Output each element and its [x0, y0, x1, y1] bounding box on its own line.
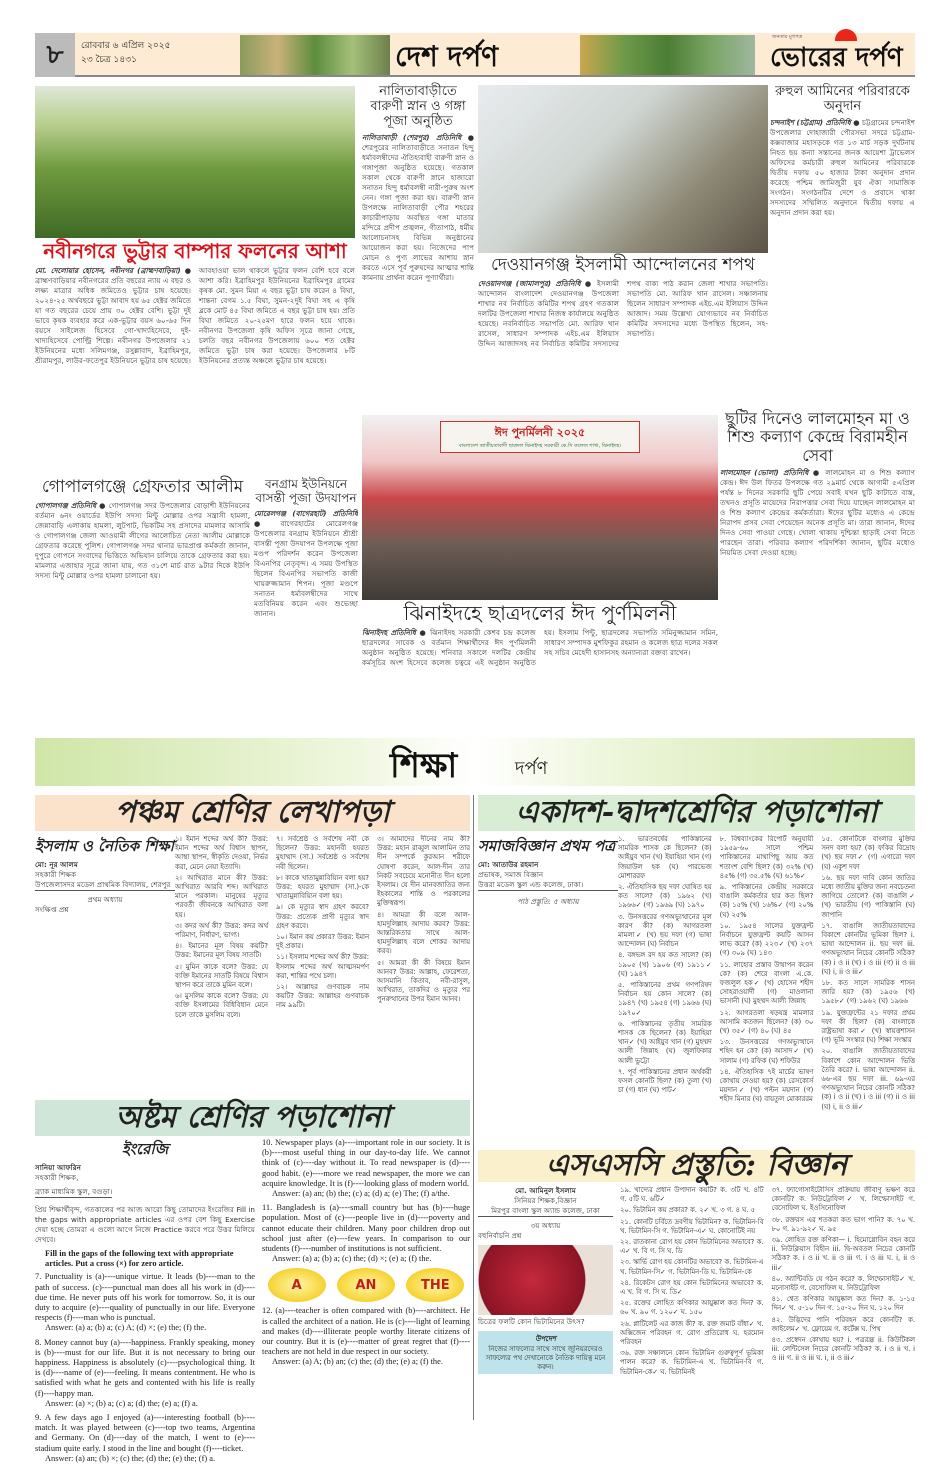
qa-item: ১. ভারতবর্ষের পাকিস্তানের সামরিক শাসক কে ছিলেন? (ক) আইয়ুব খান (খ) ইয়াহিয়া খান (গ) জিয়াউল হক (ঘ) পারভেজ মোশাররফ: [618, 835, 712, 880]
article-badge: THE: [406, 1268, 464, 1302]
article-body: শেরপুরের নালিতাবাড়ীতে সনাতন হিন্দু ধর্মাবলম্বীদের ঐতিহ্যবাহী বারুণী স্নান ও গঙ্গাপূজা অনুষ্ঠিত হয়েছে। গতকাল সকাল থেকে বারুণী স্নানে হাজারো সনাতন হিন্দু ধর্মাবলম্বী নারী-পুরুষ অংশ নেন। গঙ্গা পূজা করা হয়। বারুণী স্নান উপলক্ষে নালিতাবাড়ী পৌর শহরের কাচারীপাড়ায় অবস্থিত গঙ্গা মাতার মন্দিরে প্রদীপ প্রজ্বলন, গীতাপাঠ, ধর্মীয় আলোচনাসহ বিভিন্ন অনুষ্ঠানের আয়োজন করা হয়। নিজেদের পাপ মোচন ও পুণ্য লাভের আশায় স্নান করতে এসে পূর্ব পুরুষদের আত্মার শান্তি কামনায় প্রার্থনা করেন পুণ্যার্থীরা।: [362, 142, 474, 282]
headline-nalitabari: নালিতাবাড়ীতে বারুণী স্নান ও গঙ্গা পূজা অনুষ্ঠিত: [370, 84, 466, 129]
ssc-section: [478, 1186, 915, 1377]
article-badge: A: [268, 1268, 326, 1302]
photo-caption: চিত্রের ফলটি কোন ভিটামিনের উৎস?: [478, 1317, 585, 1326]
exercise-answer: Answer: (a) ×; (b) a; (c) a; (d) the; (e) a; (f) a.: [45, 1398, 198, 1408]
article-body: চট্টগ্রামের চন্দনাইশ উপজেলার দোহাজারী পৌরসভা সদরে চট্টগ্রাম-কক্সবাজার মহাসড়কে গত ১৩ মার্চ সড়ক দুর্ঘটনায় নিহত ছয় কন্যা সন্তানের জনক আয়েশা ট্রাভেলস অফিসের কর্মচারী রুহুল আমিনের পরিবারকে দ্বিতীয় দফায় ৫০ হাজার টাকা অনুদান প্রদান করেছে পশ্চিম জামিজুরী যুব ঐক্য সামাজিক সংগঠন। সংগঠনটির দেশে ও প্রবাসে থাকা সদস্যদের সম্মিলিত অনুদানে দ্বিতীয় দফায় এ অনুদান প্রদান করা হয়।: [770, 117, 915, 217]
page-number: ৮: [35, 33, 75, 77]
class5-band: পঞ্চম শ্রেণির লেখাপড়া: [35, 795, 470, 831]
qa-item: ৩৬. রক্ত সঞ্চালনে কোন ভিটামিন গুরুত্বপূর্ণ ভূমিকা পালন করে? ক. ভিটামিন-এ খ. ভিটামিন-বি গ. ভিটামিন-কে✓ ঘ. ভিটামিনই: [620, 1349, 764, 1376]
class5-section: [35, 835, 470, 1093]
author-role: সিনিয়র শিক্ষক,বিজ্ঞান: [514, 1196, 577, 1205]
article-body: ব্রাহ্মণবাড়িয়ার নবীনগরের প্রতি বছরের ন্যায় এ বছর ও লক্ষ্য মাত্রার অধিক জমিতেও ভুট্টার চাষ হয়েছে। ২০২৪-২৫ অর্থবছরে ভুট্টা আবাদ হয় ৬৫ হেক্টর জমিতে যা গত বছরের চেয়ে প্রায় ৩০ হেক্টর বেশি। ভুট্টা দুই ভাবে কৃষক ব্যবহার করে এক-ভুট্টার বয়স ৬০-৬৫ দিন বয়সে সাইলেজ হিসেবে গো-খাদ্যহিসেবে, দুই-খাদ্যহিসেবে পোল্ট্রি শিল্পে। নবীনগর উপজেলার ২১ ইউনিয়নের মধ্যে সলিমগঞ্জ, রসুল্লাবাদ, ইব্রাহিমপুর, শ্রীরামপুর, লাউর-ফতেপুর ইউনিয়নে ভুট্টার চাষ হয়েছে। আবহাওয়া ভাল থাকলে ভুট্টার ফলন বেশি হবে বলে আশা করি। ইব্রাহিমপুর ইউনিয়নের ইব্রাহিমপুর গ্রামের কৃষক মো. সুমন মিয়া এ বছর ভুট্টা চাষ করেন ৪ বিঘা, শান্তনা বেগম ১.৫ বিঘা, সুমন-২দুই বিঘা সহ এ কৃষি ব্লকে মোট ৪৫ বিঘা জমিতে এ বছর ভুট্টা চাষ হয়। প্রতি বিঘা জমিতে ২০-২৫মণ হারে ফলন হয়ে থাকে। নবীনগর উপজেলা কৃষি অফিস সূত্রে জানা গেছে, চলতি বছর নবীনগর উপজেলায় ৬০০ শত হেক্টর জমিতে ভুট্টা চাষ করা হয়েছে। উপজেলার ৮টি ইউনিয়নের প্রত্যন্ত অঞ্চলে ভুট্টার চাষ হয়েছে।: [35, 266, 355, 365]
qa-item: ১৩. উনসত্তরের গণঅভ্যুত্থানে শহিদ হন কে? (ক) আসাদ✓ (খ) সালাম (গ) রফিক (ঘ) শফিউর: [719, 1038, 814, 1065]
headline-dewanganj: দেওয়ানগঞ্জ ইসলামী আন্দোলনের শপথ: [490, 255, 756, 275]
qa-item: ১০. ১৯৫৪ সালের যুক্তফ্রন্ট নির্বাচনে যুক্তফ্রন্ট কয়টি আসন লাভ করে? (ক) ২২৩✓ (খ) ২৩৭ (গ) ৩০৯ (ঘ) ১৪৩: [719, 921, 814, 958]
education-banner-title: শিক্ষা: [390, 746, 458, 786]
qa-item: ৬। মুসলিম কাকে বলে? উত্তর: যে ব্যক্তি ইসলামের বিধিবিধান মেনে চলে তাকে মুসলিম বলে।: [175, 992, 268, 1019]
qa-item: ২৬. প্লাটিলেট এর কাজ কী? ক. রক্ত জমাট বাঁধা✓ খ. অক্সিজেন পরিবহন গ. রোগ প্রতিরোধ ঘ. হরমোন পরিবহন: [620, 1319, 764, 1347]
qa-item: ২৩. স্কার্ভি রোগ হয় কোনটির অভাবে? ক. ভিটামিন-এ খ. ভিটামিন-সি✓ গ. ভিটামিন-ডি ঘ. ভিটামিন-কে: [620, 1258, 764, 1276]
qa-item: ১৫. কোনটিকে বাংলার মুক্তির সনদ বলা হয়? (ক) ফকির বিদ্রোহ (খ) ছয় দফা✓ (গ) এগারো দফা (ঘ) একুশ দফা: [821, 835, 915, 871]
headline-jhenaidah: ঝিনাইদহে ছাত্রদলের ঈদ পুর্ণমিলনী: [403, 601, 677, 625]
exercise-instruction: Fill in the gaps of the following text with appropriate articles. Put a cross (×) for zero article.: [45, 1249, 234, 1269]
newspaper-logo: ভোরের দর্পণ: [770, 43, 903, 73]
qa-item: ১৯. খাদ্যের প্রধান উপাদান কয়টি? ক. ৩টি খ. ৪টি গ. ৫টি ঘ. ৬টি✓: [620, 1186, 764, 1204]
education-banner-subtitle: দর্পণ: [515, 758, 548, 779]
exercise-question: 12. (a)----teacher is often compared with (b)----architect. He is called the architect of a nation. He is (c)----light of learning and makes (d)----illiterate people worthy literate citizens of our country. But it is (e)----matter of great regret that (f)----teachers are not held in due respect in our society.: [262, 1306, 470, 1357]
exercise-answer: Answer: (a) a; (b) a; (c) the; (d) ×; (e) a; (f) the.: [272, 1254, 432, 1264]
date-gregorian: রোববার ৬ এপ্রিল ২০২৫: [81, 41, 171, 51]
intro-text: প্রিয় শিক্ষার্থীবৃন্দ, গতকালের পর আজ আরো কিছু তোমাদের ইংরেজির Fill in the gaps with appropriate articles এর ওপর বেশ কিছু Exercise দেয়া হচ্ছে তোমরা এ গুলো আগে নিজে Practice করবে পরে উত্তর মিলিয়ে দেখবে।: [35, 1205, 255, 1244]
date-bengali: ২৩ চৈত্র ১৪৩১: [81, 55, 137, 65]
eid-reunion-photo: [362, 415, 718, 600]
headline-bongram: বনগ্রাম ইউনিয়নে বাসন্তী পূজা উদযাপন: [255, 477, 357, 505]
articles-illustration: [262, 1268, 470, 1302]
qa-item: ৮। কাকে খাতামুন্নাবিয়্যিন বলা হয়? উত্তর: হযরত মুহাম্মাদ (সা.)-কে খাতামুন্নাবিয়্যিন বলা হয়।: [276, 873, 369, 901]
author-role: প্রভাষক, সমাজ বিজ্ঞান: [478, 870, 544, 879]
author-name: মো: নূর আলম: [35, 860, 78, 869]
exercise-question: 10. Newspaper plays (a)----important role in our society. It is (b)----most useful thing in our day-to-day life. We cannot think of (c)----day without it. To read newspaper is (d)----good habit. (e)----more we read newspaper, the more we can acquire knowledge. It is (f)----looking glass of modern world.: [262, 1138, 470, 1188]
qa-item: ৪. বঙ্গভঙ্গ রদ হয় কত সালে? (ক) ১৯০৫ (খ) ১৯০৬ (গ) ১৯১১✓ (ঘ) ১৯৪৭: [618, 951, 712, 978]
qa-item: ৪১. শ্বেত কণিকার আয়ুষ্কাল কত দিন? ক. ১-১৫ দিন✓ খ. ৫-১০ দিন গ. ১৫-২০ দিন ঘ. ১২০ দিন: [771, 1295, 915, 1313]
exercise-question: 11. Bangladesh is (a)----small country but has (b)----huge population. Most of (c)----people live in (d)----poverty and cannot educate their children. Many poor children drop out school just after (e)----few years. In comparison to our students (f)----number of institutions is not sufficient.: [262, 1203, 470, 1254]
qa-item: ৩৮. রক্তরস এর শতকরা কত ভাগ পানি? ক. ৭০ খ. ৮০ গ. ৯১-৯২✓ ঘ. ৯৫: [771, 1215, 915, 1233]
headline-nabinagar: নবীনগরে ভুট্টার বাম্পার ফলনের আশা: [43, 239, 347, 263]
author-school: উপজেলাসদর মডেল প্রাথমিক বিদ্যালয়, শেরপুর: [35, 880, 175, 891]
article-body: লালমোহন মা ও শিশু কল্যাণ কেন্দ্র। ঈদ উল ফিতর উপলক্ষে গত ২৯মার্চ থেকে আগামী ৫এপ্রিল পর্যন্ত ৮ দিনের সরকারি ছুটি পেয়ে সবাই যখন ছুটি কাটাতে ব্যস্ত, তখনও প্রসূতি মায়েদের নিরাপত্তার সেবা দিয়ে যাচ্ছেন লালমোহন মা ও শিশু কল্যাণ কেন্দ্রের কর্মকর্তারা। ঈদের ছুটির মধ্যেও এ কেন্দ্রে নিরাপদ প্রসব সেবা পেয়েছেন অনেক প্রসূতি মা। তারা জানান, ঈদের দিনও সেবা পাওয়া গেছে। খোলা থাকায় দুশ্চিন্তা ছাড়াই সেবা নিতে পারছেন তারা। পরিবার কল্যাণ পরিদর্শিকা জানান, ছুটির মধ্যেও নিয়মিত সেবা দেওয়া হচ্ছে।: [720, 468, 915, 558]
exercise-answer: Answer: (a) an; (b) ×; (c) the; (d) the; (e) the; (f) a.: [45, 1453, 216, 1463]
article-bongram: [254, 478, 358, 730]
qa-item: ৫। মুমিন কাকে বলে? উত্তর: যে ব্যক্তি ইমানের সাতটি বিষয়ে বিশ্বাস স্থাপন করে তাকে মুমিন বলে।: [175, 962, 268, 990]
pomegranate-photo: [478, 1245, 613, 1315]
qa-item: ৪। আমরা কী বলে আল-হামদুলিল্লাহ আদায় করব? উত্তর: আন্তরিকতার সাথে আল-হামদুলিল্লাহ বলে শোকর আদায় করব।: [377, 910, 470, 956]
section-label: সংক্ষিপ্ত প্রশ্ন: [35, 905, 69, 914]
qa-item: ১১। ইসলাম শব্দের অর্থ কী? উত্তর: ইসলাম শব্দের অর্থ আত্মসমর্পণ করা, শান্তির পথে চলা।: [276, 953, 369, 980]
author-role: সহকারী শিক্ষক,: [35, 1173, 79, 1182]
class8-band: অষ্টম শ্রেণির পড়াশোনা: [35, 1100, 470, 1136]
qa-item: ৫. পাকিস্তানের প্রথম গণপরিষদ নির্বাচন হয় কোন সালে? (ক) ১৯৪৭ (খ) ১৯৫৪ (গ) ১৯৬৬ (ঘ) ১৯৭০✓: [618, 981, 712, 1017]
column-divider: [473, 795, 474, 1420]
logo-sun-icon: [835, 29, 857, 41]
exercise-item: [35, 1272, 255, 1333]
headline-gopalganj: গোপালগঞ্জে গ্রেফতার আলীম: [41, 477, 244, 497]
corn-field-photo: [35, 86, 355, 238]
qa-item: ২। আখিরাত মানে কী? উত্তর: আখিরাত আরবি শব্দ। আখিরাত মানে পরকাল। মানুষের মৃত্যুর পরবর্তী জীবনকে আখিরাত বলা হয়।: [175, 873, 268, 919]
qa-item: ৭. পূর্ব পাকিস্তানের প্রধান অর্থকরী ফসল কোনটি ছিল? (ক) তুলা (খ) চা (গ) ধান (ঘ) পাট✓: [618, 1067, 712, 1095]
class11-band: একাদশ-দ্বাদশশ্রেণির পড়াশোনা: [478, 795, 915, 831]
photo-banner-title: ঈদ পুনর্মিলনী ২০২৫: [494, 426, 586, 439]
qa-list: [175, 835, 470, 1093]
article-badge: AN: [337, 1268, 395, 1302]
education-section-banner: [35, 738, 915, 786]
article-jhenaidah: [362, 602, 718, 730]
qa-item: ২০. বাঙালি জাতীয়তাবাদের বিকাশে কোন আন্দোলন ভিত্তি তৈরি করে? i. ভাষা আন্দোলন ii. ৬৬-এর ছয় দফা iii. ৬৯-এর গণঅভ্যুত্থান নিচের কোনটি সঠিক? (ক) i ও ii (খ) i ও iii (গ) ii ও iii (ঘ) i, ii ও iii✓: [821, 1047, 915, 1111]
chapter-label: ৩য় অধ্যায়: [530, 1221, 561, 1230]
qa-item: ২৫. রক্তের লোহিত কণিকার আয়ুষ্কাল কত দিন? ক. ৬০ খ. ৯০ গ. ১২০✓ ঘ. ১৫০: [620, 1299, 764, 1317]
author-school: ব্র্যাক মাধ্যমিক স্কুল, বগুড়া।: [35, 1187, 113, 1196]
qa-list: [618, 835, 915, 1145]
qa-item: ২৪. রিকেটস রোগ হয় কোন ভিটামিনের অভাবে? ক. এ খ. বি গ. সি ঘ. ডি✓: [620, 1278, 764, 1297]
qa-item: ৭। সর্বশ্রেষ্ঠ ও সর্বশেষ নবী কে ছিলেন? উত্তর: মহানবী হযরত মুহাম্মাদ (সা.) সর্বশ্রেষ্ঠ ও সর্বশেষ নবী ছিলেন।: [276, 835, 369, 871]
article-lalmohan: [720, 410, 915, 730]
article-nabinagar: [35, 240, 355, 472]
qa-item: ৪। ইমানের মূল বিষয় কয়টি? উত্তর: ইমানের মূল বিষয় সাতটি।: [175, 942, 268, 960]
article-body: ঝিনাইদহ সরকারী কেশব চন্দ্র কলেজ ছাত্রদলের সাবেক ও বর্তমান শিক্ষার্থীদের ঈদ পুর্ণমিলনী অনুষ্ঠান অনুষ্ঠিত হয়েছে। শনিবার সকালে দলটির কেন্দ্রীয় কর্মসূচির অংশ হিসেবে কলেজ চত্বরে এই অনুষ্ঠান অনুষ্ঠিত হয়। ইসলাম পিন্টু, ছাত্রদলের সভাপতি সমিনুজ্জামান সমিন, সাধারণ সম্পাদক মুশফিকুর রহমান ও কলেজ ছাত্র দলের সকল সহ সচিব মেহেদী হাসানসহ অন্যান্যরা বক্তব্য রাখেন।: [362, 628, 718, 667]
qa-item: ১৮. কত সালে সামরিক শাসন জারি হয়? (ক) ১৯৫৬ (খ) ১৯৫৮✓ (গ) ১৯৬২ (ঘ) ১৯৬৬: [821, 979, 915, 1006]
qa-item: ৪২. উদ্ভিদের পানি পরিবহন করে কোনটি? ক. জাইলেম✓ খ. ফ্লোয়েম গ. কর্টেক্স ঘ. পিথ: [771, 1315, 915, 1333]
exercise-list-right: [262, 1138, 470, 1368]
chapter-label: প্রথম অধ্যায়: [87, 895, 123, 904]
byline: গোপালগঞ্জ প্রতিনিধি ●: [35, 500, 106, 510]
qa-item: ৫। আমরা কী কী বিষয়ে ইমান আনব? উত্তর: আল্লাহ, ফেরেশতা, আসমানি কিতাব, নবী-রাসুল, আখিরাত, তাকদির ও মৃত্যুর পর পুনরুত্থানের উপর ইমান আনব।: [377, 958, 470, 1004]
qa-item: ১৯. যুক্তফ্রন্টের ২১ দফার প্রথম দফা কী ছিল? (ক) বাংলাকে রাষ্ট্রভাষা করা✓ (খ) স্বায়ত্তশাসন (গ) ভূমি সংস্কার (ঘ) শিক্ষা সংস্কার: [821, 1008, 915, 1045]
qa-item: ২০. ভিটামিন কয় প্রকার? ক. ২✓ খ. ৩ গ. ৪ ঘ. ৫: [620, 1206, 755, 1215]
class8-right: [262, 1138, 470, 1372]
byline: মো. দেলোয়ার হোসেন, নবীনগর (ব্রাহ্মণবাড়িয়া) ●: [35, 266, 191, 275]
subject-title: সমাজবিজ্ঞান প্রথম পত্র: [478, 837, 616, 855]
header-photo-strip-left: [240, 35, 390, 75]
exercise-question: 7. Punctuality is (a)----unique virtue. It leads (b)----man to the path of success. (c)----punctual man does all his work in (d)----due time. He never puts off his work for tomorrow. So, it is our duty to acquire (e)----quality of punctually in our life. Everyone respects (f)----man who is punctual.: [35, 1272, 255, 1323]
exercise-item: [262, 1203, 470, 1264]
exercise-question: 9. A few days ago I enjoyed (a)----interesting football (b)----match. It was played between (c)----top two teams, Argentina and Germany. On (d)----day of the match, I went to (e)----stadium quite early. I stood in the line and bought (f)----ticket.: [35, 1413, 255, 1453]
byline: লালমোহন (ভোলা) প্রতিনিধি ●: [720, 468, 822, 478]
section-label: বহুনির্বাচনি প্রশ্ন: [478, 1231, 522, 1240]
byline: মোরেলগঞ্জ (বাগেরহাট) প্রতিনিধি ●: [254, 508, 358, 528]
author-name: মো. আমিনুল ইসলাম: [515, 1186, 576, 1195]
qa-item: ২১. কোনটি চর্বিতে দ্রবণীয় ভিটামিন? ক. ভিটামিন-বি খ. ভিটামিন-সি গ. ভিটামিন-এ✓ ঘ. কোনোটিই নয়: [620, 1217, 764, 1235]
qa-item: ৪০. অ্যান্টিবডি যে গঠন করে? ক. লিম্ফোসাইট✓ খ. মনোসাইট গ. বেসোফিল ঘ. নিউট্রোফিল: [771, 1274, 915, 1293]
section-title: দেশ দর্পণ: [395, 40, 499, 73]
chapter-label: পাঠ প্রস্তুতি: ৫ অধ্যায়: [517, 897, 579, 906]
tip-text: নিজের সাফল্যের সাথে সাথে জুনিয়রদেরও সাফল্যের পথ দেখানোকে নৈতিক দায়িত্ব মনে করুন।: [485, 1345, 606, 1371]
qa-item: ৩। আমাদের দীনের নাম কী? উত্তর: মহান রাব্বুল আলামিন তার দীন সম্পর্কে কুরআন শরীফে ঘোষণা করেন, আল-দীন তার নিকট সবচেয়ে মনোনীত দীন হলো ইসলাম। যে দীন মানবজাতির জন্য ইহকালের শান্তি ও পরকালের মুক্তিস্বরূপ।: [377, 835, 470, 908]
byline: নালিতাবাড়ী (শেরপুর) প্রতিনিধি ●: [362, 132, 474, 142]
qa-item: ৪৩. প্রস্বেদন কোথায় হয়? i. পত্ররন্ধ্র ii. কিউটিকল iii. লেন্টিসেল নিচের কোনটি সঠিক? ক. i ও ii খ. i ও iii গ. ii ও iii ঘ. i, ii ও iii✓: [771, 1336, 915, 1363]
article-body: গোপালগঞ্জ সদর উপজেলার বোড়াশী ইউনিয়নের বর্তমান ৬নং ওয়ার্ডের ইউপি সদস্য মিন্টু মোল্লার ওপর সন্ত্রাসী হামলা, জেন্নাবাড়ি এলাকায় হামলা, লুটপাট, ভিকটিম সহ প্রসাদের মামলার আসামি ও গোপালগঞ্জ জেলা আওয়ামী লীগের আলোচিত নেতা আলীম মোল্লাকে গ্রেফতার করেছে পুলিশ। গোপালগঞ্জ সদর থানার ভারপ্রাপ্ত কর্মকর্তা জানান, দুপুরে গোপনে সংবাদের ভিত্তিতে অভিযান চালিয়ে তাকে গ্রেফতার করা হয়। মামলার এজাহার সূত্রে জানা যায়, গত ৩১শে মার্চ রাত ৯টার দিকে ইউপি সদস্য মিন্টু মোল্লার ওপর হামলা চালানো হয়।: [35, 500, 250, 580]
tip-title: উপদেশ: [535, 1335, 556, 1343]
subject-title: ইসলাম ও নৈতিক শিক্ষা: [35, 837, 175, 855]
headline-lalmohan: ছুটির দিনেও লালমোহন মা ও শিশু কল্যাণ কেন্দ্রে বিরামহীন সেবা: [725, 409, 910, 465]
exercise-answer: Answer: (a) A; (b) an; (c) the; (d) the; (e) a; (f) the.: [272, 1357, 443, 1367]
article-nalitabari: [362, 85, 474, 410]
exercise-item: [262, 1306, 470, 1367]
qa-item: ১২. আগরতলা ষড়যন্ত্র মামলার আসামি কতজন ছিলেন? (ক) ৩০ (খ) ৩৫✓ (গ) ৪০ (ঘ) ৪৫: [719, 1008, 814, 1036]
qa-item: ৯। কে মৃত্যুর স্বাদ গ্রহণ করবে? উত্তর: প্রত্যেক প্রাণী মৃত্যুর স্বাদ গ্রহণ করবে।: [276, 903, 369, 930]
headline-rumal: রুহুল আমিনের পরিবারকে অনুদান: [775, 84, 910, 114]
qa-item: ১০। ইমান কয় প্রকার? উত্তর: ইমান দুই প্রকার।: [276, 933, 369, 951]
page-header: [35, 33, 915, 77]
photo-banner-caption: বাংলাদেশ জাতীয়তাবাদী ছাত্রদল ঝিনাইদহ সরকারী কে.সি কলেজ শাখা, ঝিনাইদহ।: [458, 443, 622, 449]
ssc-left-column: [478, 1186, 613, 1374]
oath-ceremony-photo: [478, 85, 768, 253]
exercise-item: [35, 1413, 255, 1464]
author-name: মো: আতাউর রহমান: [478, 860, 539, 869]
qa-list: [620, 1186, 915, 1377]
qa-item: ৩. উনসত্তরের গণঅভ্যুত্থানের মূল কারণ কী? (ক) আগরতলা মামলা✓ (খ) ছয় দফা (গ) ভাষা আন্দোলন (ঘ) নির্বাচন: [618, 912, 712, 949]
qa-item: ১২। আল্লাহর গুণবাচক নাম কয়টি? উত্তর: আল্লাহর গুণবাচক নাম ৯৯টি।: [276, 983, 369, 1010]
qa-item: ১৬. ছয় দফা দাবি কোন জাতির মধ্যে জাতীয় মুক্তির জন্য নবচেতনা জাগিয়ে তোলে? (ক) বাঙালি✓ (খ) ভারতীয় (গ) পাকিস্তানি (ঘ) জাপানি: [821, 873, 915, 919]
qa-item: ৩। কদর অর্থ কী? উত্তর: কদর অর্থ পরিমাণ, নির্ধারণ, ভাগ্য।: [175, 921, 268, 940]
qa-item: ৩৯. লোহিত রক্ত কণিকা— i. হিমোগ্লোবিন বহন করে ii. নিউক্লিয়াস বিহীন iii. দ্বি-অবতল নিচের কোনটি সঠিক? ক. i ও ii খ. ii ও iii গ. i ও iii ঘ. i, ii ও iii✓: [771, 1236, 915, 1272]
qa-item: ৮. বিশ্বব্যাংকের রিপোর্ট অনুযায়ী ১৯৫৯-৬০ সালে পশ্চিম পাকিস্তানের মাথাপিছু আয় কত শতাংশ বেশি ছিল? (ক) ৩২% (খ) ৪৫% (গ) ৩৫.৫% (ঘ) ৬১%✓: [719, 835, 814, 880]
exercise-list-left: [35, 1272, 255, 1464]
qa-item: ২. ঐতিহাসিক ছয় দফা ঘোষিত হয় কত সালে? (ক) ১৯৬২ (খ) ১৯৬৬✓ (গ) ১৯৬৯ (ঘ) ১৯৭০: [618, 883, 712, 910]
byline: দেওয়ানগঞ্জ (জামালপুর) প্রতিনিধি ●: [478, 278, 593, 288]
author-school: উত্তরা মডেল স্কুল এন্ড কলেজ, ঢাকা।: [478, 880, 618, 891]
article-gopalganj: [35, 478, 250, 730]
article-dewanganj: [478, 256, 768, 410]
author-role: সহকারী শিক্ষক: [35, 870, 77, 879]
byline: ঝিনাইদহ প্রতিনিধি ●: [362, 628, 427, 637]
qa-item: ১৪. ঐতিহাসিক ৭ই মার্চের ভাষণ কোথায় দেওয়া হয়? (ক) রেসকোর্স ময়দান✓ (খ) পল্টন ময়দান (গ) শহীদ মিনার (ঘ) বায়তুল মোকাররম: [719, 1067, 814, 1104]
author-name: সানিয়া আফরিন: [35, 1163, 81, 1172]
byline: চন্দনাইশ (চট্টগ্রাম) প্রতিনিধি ●: [770, 117, 860, 127]
qa-item: ৯. পাকিস্তানের কেন্দ্রীয় সরকারে বাঙালি কর্মকর্তার হার কত ছিল? (ক) ১৫% (খ) ১৬%✓ (গ) ২০% (ঘ) ২৫%: [719, 883, 814, 919]
article-body: বাগেরহাটের মোরেলগঞ্জ উপজেলার বনগ্রাম ইউনিয়নে শ্রীশ্রী বাসন্তী পূজা উদযাপন উপলক্ষে পূজা মণ্ডপ পরিদর্শন করেন উপজেলা বিএনপির নেতৃবৃন্দ। এ সময় উপস্থিত ছিলেন বিএনপির সভাপতি কাজী খায়রুজ্জামান শিপন। পূজা মণ্ডপে সনাতন ধর্মাবলম্বীদের সাথে মতবিনিময় করেন এবং শুভেচ্ছা জানান।: [254, 518, 358, 618]
header-photo-strip-right: [580, 35, 755, 75]
class11-section: [478, 835, 915, 1145]
exercise-answer: Answer: (a) a; (b) a; (c) A; (d) ×; (e) the; (f) the.: [45, 1323, 207, 1333]
tip-box: [478, 1331, 613, 1374]
qa-item: ৩৭. ফ্যাগোসাইটোসিস প্রক্রিয়ায় জীবাণু ভক্ষণ করে কোনটি? ক. নিউট্রোফিল✓ খ. লিম্ফোসাইট গ. বেসোফিল ঘ. ইওসিনোফিল: [771, 1186, 915, 1213]
qa-item: ১। ইমান শব্দের অর্থ কী? উত্তর: ইমান শব্দের অর্থ বিশ্বাস স্থাপন, আস্থা স্থাপন, স্বীকৃতি দেওয়া, নির্ভর করা, মেনে নেয়া ইত্যাদি।: [175, 835, 268, 871]
article-rumal: [770, 85, 915, 405]
exercise-item: [262, 1138, 470, 1199]
qa-item: ২২. রাতকানা রোগ হয় কোন ভিটামিনের অভাবে? ক. এ✓ খ. বি গ. সি ঘ. ডি: [620, 1238, 764, 1256]
article-body: ইসলামী আন্দোলন বাংলাদেশ দেওয়ানগঞ্জ উপজেলা শাখার নব নির্বাচিত কমিটির শপথ গ্রহণ গতকাল দলটির উপজেলা শাখার নিজস্ব কার্যালয়ে অনুষ্ঠিত হয়েছে। নবনির্বাচিত সভাপতি মো. আরিফ খান রাসেল, সাধারণ সম্পাদক এইচ.এম ইলিয়াস উদ্দিন আজাদসহ নব নির্বাচিত কমিটির সদস্যদের শপথ বাক্য পাঠ করান জেলা শাখার সভাপতি। সভাপতি মো. আরিফ খান রাসেল। সঞ্চালনায় ছিলেন সাধারণ সম্পাদক এইচ.এম ইলিয়াস উদ্দিন আজাদ। সময় উল্লেখ্য যোগ্যভাবে নব নির্বাচিত কমিটির সদস্যদের মধ্যে উপস্থিত ছিলেন, সহ-সভাপতি।: [478, 278, 768, 348]
qa-item: ৬. পাকিস্তানের তৃতীয় সামরিক শাসক কে ছিলেন? (ক) ইয়াহিয়া খান✓ (খ) আইয়ুব খান (গ) মুহম্মদ আলী জিন্নাহ (ঘ) জুলফিকার আলী ভুট্টো: [618, 1019, 712, 1065]
logo-tagline: জনতার মুখপত্র: [772, 34, 803, 40]
exercise-question: 8. Money cannot buy (a)----happiness. Frankly speaking, money is (b)----must for our life. But it is not necessary to bring our happiness. Happiness is absolutely (c)----psychological thing. It is (d)----name of (e)----feeling. It means contentment. He who is satisfied with what he gets and contented with his life is really (f)----happy man.: [35, 1337, 255, 1398]
qa-item: ১১. লাহোর প্রস্তাব উত্থাপন করেন কে? (ক) শেরে বাংলা এ.কে. ফজলুল হক✓ (খ) হোসেন শহীদ সোহরাওয়ার্দী (গ) মাওলানা ভাসানী (ঘ) মুহম্মদ আলী জিন্নাহ: [719, 960, 814, 1006]
author-school: মিরপুর বাংলা স্কুল অ্যান্ড কলেজ, ঢাকা: [478, 1206, 613, 1217]
ssc-band: এসএসসি প্রস্তুতি: বিজ্ঞান: [478, 1150, 915, 1182]
class8-left: [35, 1138, 255, 1468]
exercise-answer: Answer: (a) an; (b) the; (c) a; (d) a; (e) The; (f) a/the.: [272, 1189, 450, 1199]
exercise-item: [35, 1338, 255, 1409]
subject-title: ইংরেজি: [121, 1140, 169, 1158]
qa-item: ১৭. বাঙালি জাতীয়তাবাদের বিকাশে কোনটির ভূমিকা ছিল? i. ভাষা আন্দোলন ii. ছয় দফা iii. গণঅভ্যুত্থান নিচের কোনটি সঠিক? (ক) i ও ii (খ) i ও iii (গ) ii ও iii (ঘ) i, ii ও iii✓: [821, 921, 915, 976]
date-block: [81, 39, 170, 67]
